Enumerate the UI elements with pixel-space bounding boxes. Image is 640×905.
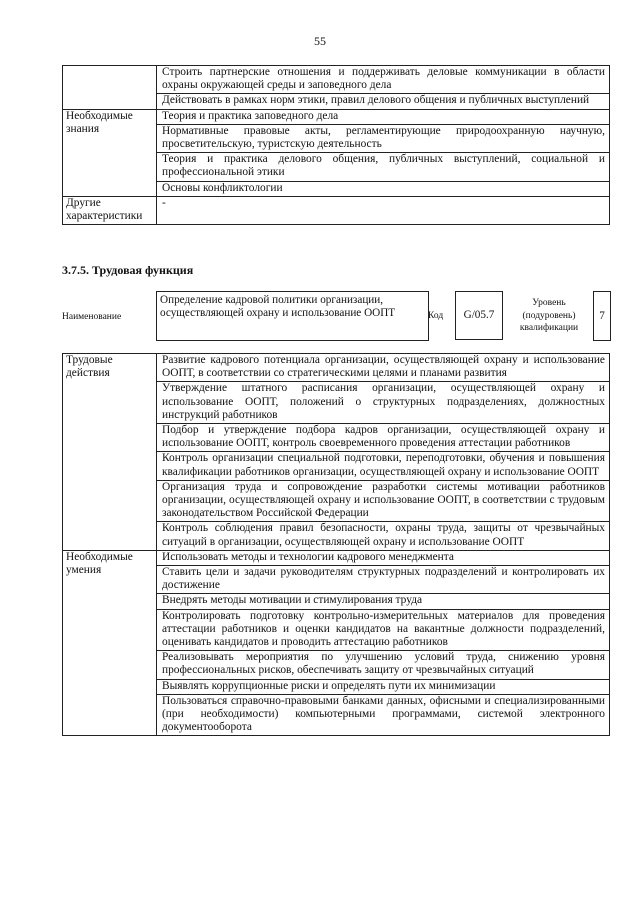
competency-table-continued [62, 65, 610, 225]
table-cell: Выявлять коррупционные риски и определять пути их минимизации [157, 679, 610, 694]
row-label-skills: Необходимые умения [63, 550, 157, 736]
table-cell: Контролировать подготовку контрольно-измерительных материалов для проведения аттестации работников и оценки кандидатов на вакантные должности подразделений, оценивать кандидатов и проводить аттестацию работников [157, 609, 610, 651]
row-label-other: Другие характеристики [63, 196, 157, 224]
table-cell: Развитие кадрового потенциала организации, осуществляющей охрану и использование ООПТ, в соответствии со стратегическими целями и планами развития [157, 354, 610, 382]
table-cell: Основы конфликтологии [157, 181, 610, 196]
table-cell: Нормативные правовые акты, регламентирующие природоохранную научную, просветительскую, туристскую деятельность [157, 124, 610, 152]
table-cell: Использовать методы и технологии кадрового менеджмента [157, 550, 610, 565]
row-label-actions: Трудовые действия [63, 354, 157, 551]
table-cell: Утверждение штатного расписания организации, осуществляющей охрану и использование ООПТ, положений о структурных подразделениях, должностных инструкций работников [157, 382, 610, 424]
table-cell: Реализовывать мероприятия по улучшению условий труда, снижению уровня профессиональных рисков, обеспечивать защиту от чрезвычайных ситуаций [157, 651, 610, 679]
labor-function-table [62, 353, 610, 736]
table-row [63, 196, 610, 224]
table-cell: Внедрять методы мотивации и стимулирования труда [157, 594, 610, 609]
table-cell: Теория и практика заповедного дела [157, 109, 610, 124]
row-label [63, 66, 157, 110]
table-cell: Ставить цели и задачи руководителям структурных подразделений и контролировать их достижение [157, 566, 610, 594]
name-label: Наименование [62, 312, 122, 322]
table-cell: Действовать в рамках норм этики, правил делового общения и публичных выступлений [157, 94, 610, 109]
section-title: 3.7.5. Трудовая функция [62, 263, 194, 277]
row-label-knowledge: Необходимые знания [63, 109, 157, 196]
function-name-box: Определение кадровой политики организации, осуществляющей охрану и использование ООПТ [156, 291, 429, 341]
table-cell: Пользоваться справочно-правовыми банками данных, офисными и специализированными (при необходимости) компьютерными программами, системой электронного документооборота [157, 694, 610, 736]
table-cell: Контроль соблюдения правил безопасности, охраны труда, защиты от чрезвычайных ситуаций в организации, осуществляющей охрану и использование ООПТ [157, 522, 610, 550]
table-cell: Контроль организации специальной подготовки, переподготовки, обучения и повышения квалификации работников организации, осуществляющей охрану и использование ООПТ [157, 452, 610, 480]
table-cell: Подбор и утверждение подбора кадров организации, осуществляющей охрану и использование ООПТ, контроль своевременного проведения аттестации работников [157, 424, 610, 452]
function-header [62, 291, 610, 347]
table-row [63, 354, 610, 382]
code-box: G/05.7 [455, 291, 503, 340]
table-cell: Теория и практика делового общения, публичных выступлений, социальной и профессиональной этики [157, 153, 610, 181]
table-row [63, 550, 610, 565]
level-box: 7 [593, 291, 611, 341]
code-label: Код [428, 311, 444, 321]
table-cell: Организация труда и сопровождение разработки системы мотивации работников организации, осуществляющей охрану и использование ООПТ, в соответствии с трудовым законодательством Российской Федерации [157, 480, 610, 522]
table-cell: - [157, 196, 610, 224]
table-row [63, 66, 610, 94]
page-number: 55 [314, 34, 326, 48]
table-cell: Строить партнерские отношения и поддерживать деловые коммуникации в области охраны окружающей среды и заповедного дела [157, 66, 610, 94]
table-row [63, 109, 610, 124]
level-label: Уровень (подуровень) квалификации [519, 298, 579, 333]
